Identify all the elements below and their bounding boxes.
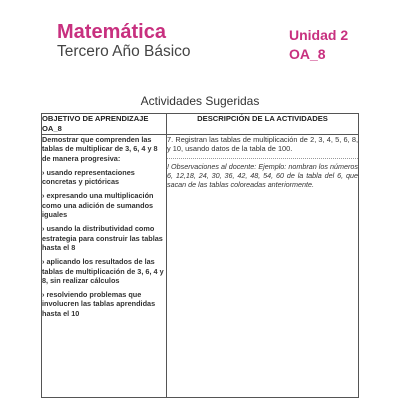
header-objective-code: OA_8	[42, 124, 62, 133]
bullet-arrow-icon: ›	[42, 290, 45, 300]
objective-item	[42, 168, 166, 187]
bullet-arrow-icon: ›	[42, 191, 45, 201]
objective-code: OA_8	[289, 46, 326, 62]
objective-item	[42, 191, 166, 219]
table-body-row	[42, 135, 359, 398]
description-cell	[167, 135, 359, 398]
table-header-row	[42, 114, 359, 135]
header-objective	[42, 114, 167, 135]
unit-label: Unidad 2	[289, 27, 349, 43]
activity-divider	[167, 158, 358, 159]
header-description: DESCRIPCIÓN DE LA ACTIVIDADES	[167, 114, 359, 135]
objective-item-text: usando la distributividad como estrategia para construir las tablas hasta el 8	[42, 224, 163, 252]
bullet-arrow-icon: ›	[42, 224, 45, 234]
objective-item-text: expresando una multiplicación como una adición de sumandos iguales	[42, 191, 154, 220]
bullet-arrow-icon: ›	[42, 167, 45, 177]
bullet-arrow-icon: ›	[42, 257, 45, 267]
objective-item-text: resolviendo problemas que involucren las tablas aprendidas hasta el 10	[42, 290, 156, 318]
subject-title: Matemática	[57, 21, 166, 43]
objective-item	[42, 224, 166, 252]
activities-table	[41, 113, 359, 398]
activity-text: 7. Registran las tablas de multiplicación de 2, 3, 4, 5, 6, 8, y 10, usando datos de la tabla de 100.	[167, 135, 358, 154]
objective-item	[42, 257, 166, 285]
section-title: Actividades Sugeridas	[140, 94, 260, 108]
header-objective-label: OBJETIVO DE APRENDIZAJE	[42, 114, 149, 123]
objective-item-text: usando representaciones concretas y pictóricas	[42, 167, 135, 187]
objective-intro: Demostrar que comprenden las tablas de multiplicar de 3, 6, 4 y 8 de manera progresiva:	[42, 135, 158, 163]
teacher-observation: ! Observaciones al docente: Ejemplo: nombran los números 6, 12,18, 24, 30, 36, 42, 48, 54, 60 de la tabla del 6, que sacan de las tablas coloreadas anteriormente.	[167, 161, 358, 190]
objective-item-text: aplicando los resultados de las tablas de multiplicación de 3, 6, 4 y 8, sin realizar cálculos	[42, 257, 164, 285]
grade-subtitle: Tercero Año Básico	[57, 43, 191, 60]
objective-item	[42, 290, 166, 318]
objective-cell	[42, 135, 167, 398]
